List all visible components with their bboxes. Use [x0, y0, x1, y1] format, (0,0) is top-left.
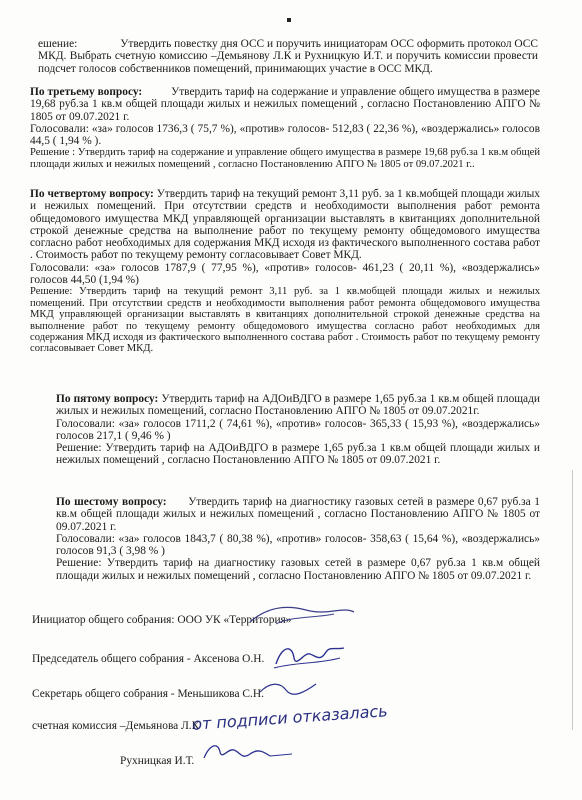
- secretary-signature: [256, 676, 320, 700]
- question-6-title: По шестому вопросу:: [56, 496, 167, 508]
- question-6: [56, 496, 540, 582]
- member2-signature: [200, 738, 296, 768]
- intro-decision: [38, 38, 538, 75]
- question-3-votes: Голосовали: «за» голосов 1736,3 ( 75,7 %), «против» голосов- 512,83 ( 22,36 %), «воздержались» голосов 44,5 ( 1,94 % ).: [30, 122, 540, 148]
- question-5-title: По пятому вопросу:: [56, 393, 159, 405]
- chairman-signature: [270, 640, 348, 674]
- question-3: [30, 86, 540, 170]
- question-5: [56, 393, 540, 467]
- scan-edge-line: [572, 470, 573, 730]
- question-5-text: Утвердить тариф на АДОиВДГО в размере 1,65 руб.за 1 кв.м общей площади жилых и нежилых помещений, согласно Постановлению АПГО № 1805 от 09.07.2021г.: [56, 393, 540, 418]
- commission-handwritten-note: от подписи отказалась: [191, 701, 389, 734]
- commission-line: счетная комиссия –Демьянова Л.К: [32, 720, 200, 732]
- question-4-text: Утвердить тариф на текущий ремонт 3,11 руб. за 1 кв.мобщей площади жилых и нежилых помещений. При отсутствии средств и необходимости выполнения работ ремонта общедомового имущества МКД управляющей организации выставлять в квитанциях дополнительной строкой денежные средства на выполнение работ по текущему ремонту общедомового имущества согласно работ необходимых для содержания МКД исходя из фактического выполненного состава работ . Стоимость работ по текущему ремонту согласовывает Совет МКД.: [30, 188, 540, 262]
- secretary-line: Секретарь общего собрания - Меньшикова С.Н.: [32, 688, 264, 700]
- intro-text: Утвердить повестку дня ОСС и поручить инициаторам ОСС оформить протокол ОСС МКД. Выбрать счетную комиссию –Демьянову Л.К и Рухницкую И.Т. и поручить комиссии провести подсчет голосов собственников помещений, принимающих участие в ОСС МКД.: [38, 38, 538, 75]
- question-5-votes: Голосовали: «за» голосов 1711,2 ( 74,61 %), «против» голосов- 365,33 ( 15,93 %), «воздержались» голосов 217,1 ( 9,46 % ): [56, 417, 540, 442]
- question-3-title: По третьему вопросу:: [30, 86, 143, 98]
- question-5-decision: Решение: Утвердить тариф на АДОиВДГО в размере 1,65 руб.за 1 кв.м общей площади жилых и нежилых помещений , согласно Постановлению АПГО № 1805 от 09.07.2021 г.: [56, 442, 540, 467]
- scan-mark: [287, 18, 291, 22]
- chairman-line: Председатель общего собрания - Аксенова О.Н.: [32, 653, 265, 665]
- question-4-votes: Голосовали: «за» голосов 1787,9 ( 77,95 %), «против» голосов- 461,23 ( 20,11 %), «воздержались» голосов 44,50 (1,94 %): [30, 261, 540, 287]
- intro-label: ешение:: [38, 38, 78, 50]
- member2-line: Рухницкая И.Т.: [120, 755, 195, 767]
- question-4: [30, 188, 540, 355]
- question-6-votes: Голосовали: «за» голосов 1843,7 ( 80,38 %), «против» голосов- 358,63 ( 15,64 %), «воздержались» голосов 91,3 ( 3,98 % ): [56, 532, 540, 558]
- initiator-line: Инициатор общего собрания: ООО УК «Территория»: [32, 614, 292, 626]
- question-4-decision: Решение: Утвердить тариф на текущий ремонт 3,11 руб. за 1 кв.мобщей площади жилых и нежилых помещений. При отсутствии средств и необходимости выполнения работ ремонта общедомового имущества МКД управляющей организации выставлять в квитанциях дополнительной строкой денежные средства на выполнение работ по текущему ремонту общедомового имущества согласно работ необходимых для содержания МКД исходя из фактического выполненного состава работ . Стоимость работ по текущему ремонту согласовывает Совет МКД.: [30, 286, 540, 355]
- question-6-text: Утвердить тариф на диагностику газовых сетей в размере 0,67 руб.за 1 кв.м общей площади жилых и нежилых помещений , согласно Постановлению АПГО № 1805 от 09.07.2021 г.: [56, 496, 540, 533]
- question-3-text: Утвердить тариф на содержание и управление общего имущества в размере 19,68 руб.за 1 кв.м общей площади жилых и нежилых помещений , согласно Постановлению АПГО № 1805 от 09.07.2021 г.: [30, 86, 540, 123]
- question-3-decision: Решение : Утвердить тариф на содержание и управление общего имущества в размере 19,68 руб.за 1 кв.м общей площади жилых и нежилых помещений , согласно Постановлению АПГО № 1805 от 09.07.2021 г..: [30, 147, 540, 170]
- question-4-title: По четвертому вопросу:: [30, 188, 154, 200]
- question-6-decision: Решение: Утвердить тариф на диагностику газовых сетей в размере 0,67 руб.за 1 кв.м общей площади жилых и нежилых помещений , согласно Постановлению АПГО № 1805 от 09.07.2021 г.: [56, 557, 540, 582]
